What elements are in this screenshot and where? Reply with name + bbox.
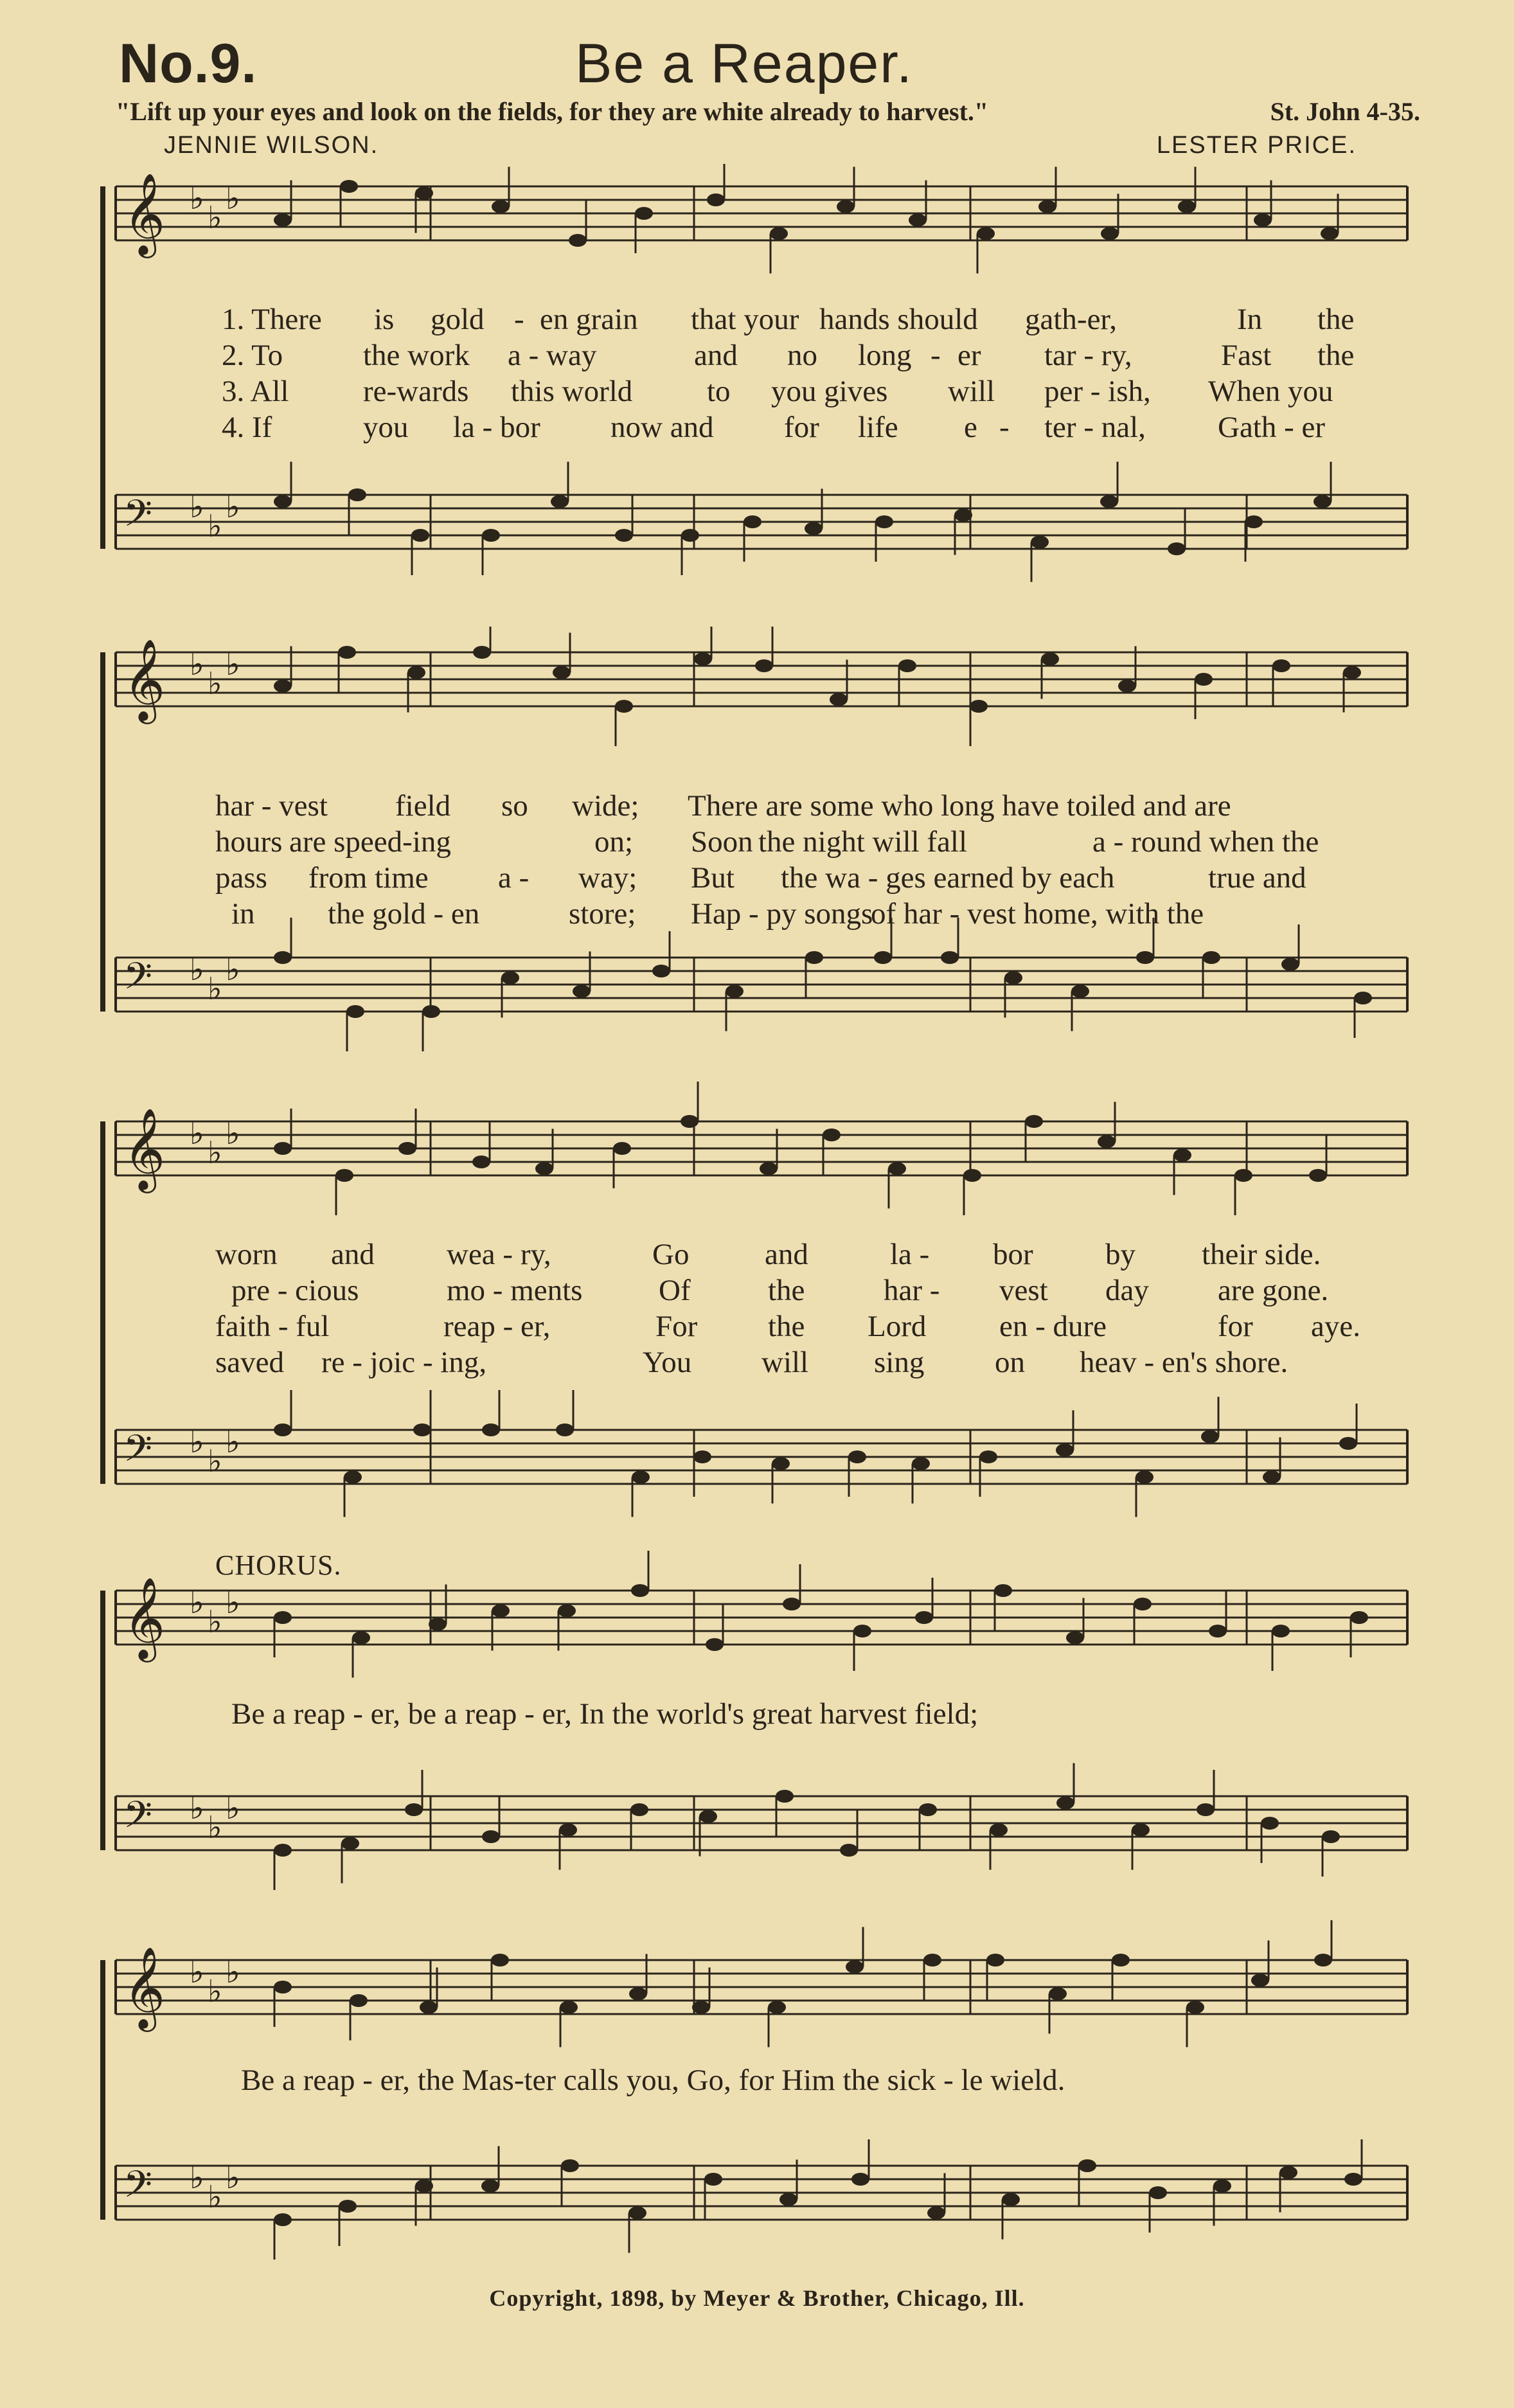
flat-sign-icon: ♭ [190, 1585, 204, 1621]
note-head-icon [482, 1423, 500, 1436]
note-head-icon [1025, 1115, 1043, 1128]
note-head-icon [760, 1163, 778, 1175]
note-head-icon [558, 1605, 576, 1618]
note-head-icon [1038, 201, 1056, 213]
note-head-icon [560, 2001, 578, 2014]
staff-bass-5 [116, 2139, 1407, 2260]
note-head-icon [1272, 1625, 1290, 1637]
verse-4-line: 4. If you la - bor now and for life e - ter - nal, Gath - er [222, 411, 1326, 444]
note-head-icon [1134, 1598, 1152, 1610]
verse-4-line: in the gold - en store; Hap - py songs of har - vest home, with the [231, 897, 1204, 931]
note-head-icon [473, 646, 491, 659]
composer: LESTER PRICE. [1156, 132, 1357, 159]
flat-sign-icon: ♭ [190, 647, 204, 682]
hymn-number: No.9. [119, 33, 258, 94]
flat-sign-icon: ♭ [226, 1116, 240, 1152]
flat-sign-icon: ♭ [208, 1604, 222, 1640]
note-head-icon [569, 234, 587, 247]
music-system-1 [0, 164, 1514, 623]
note-head-icon [274, 951, 292, 964]
note-head-icon [1041, 653, 1059, 666]
note-head-icon [830, 693, 848, 706]
note-head-icon [1339, 1437, 1357, 1450]
note-head-icon [1056, 1797, 1074, 1810]
note-head-icon [1049, 1988, 1067, 2001]
flat-sign-icon: ♭ [208, 971, 222, 1007]
note-head-icon [846, 1961, 864, 1974]
flat-sign-icon: ♭ [226, 1790, 240, 1826]
note-head-icon [837, 201, 855, 213]
note-head-icon [912, 1458, 930, 1470]
flat-sign-icon: ♭ [208, 1135, 222, 1171]
note-head-icon [652, 965, 670, 977]
note-head-icon [1178, 201, 1196, 213]
note-head-icon [344, 1471, 362, 1484]
note-head-icon [1309, 1169, 1327, 1182]
note-head-icon [1101, 227, 1119, 240]
bass-clef-icon: 𝄢 [123, 1427, 153, 1479]
note-head-icon [629, 1988, 647, 2001]
note-head-icon [346, 1005, 364, 1018]
note-head-icon [1344, 2173, 1362, 2186]
verse-3-line: pass from time a - way; But the wa - ges earned by each true and [215, 861, 1306, 895]
flat-sign-icon: ♭ [226, 952, 240, 988]
staff-bass-3 [116, 1390, 1407, 1517]
note-head-icon [1112, 1954, 1130, 1967]
note-head-icon [631, 1584, 649, 1597]
verse-1-line: worn and wea - ry, Go and la - bor by their side. [215, 1238, 1321, 1271]
note-head-icon [274, 1844, 292, 1857]
bass-clef-icon: 𝄢 [123, 954, 153, 1007]
note-head-icon [694, 653, 712, 666]
note-head-icon [1279, 2166, 1297, 2179]
flat-sign-icon: ♭ [226, 2160, 240, 2196]
note-head-icon [898, 659, 916, 672]
note-head-icon [979, 1450, 997, 1463]
scripture-reference: St. John 4-35. [1270, 97, 1420, 126]
note-head-icon [632, 1471, 650, 1484]
note-head-icon [422, 1005, 440, 1018]
staff-bass-2 [116, 918, 1407, 1051]
note-head-icon [1056, 1444, 1074, 1457]
note-head-icon [941, 951, 959, 964]
note-head-icon [1263, 1471, 1281, 1484]
note-head-icon [874, 951, 892, 964]
flat-sign-icon: ♭ [226, 1424, 240, 1460]
note-head-icon [823, 1128, 841, 1141]
chorus-line-1: Be a reap - er, be a reap - er, In the world's great harvest field; [231, 1697, 979, 1731]
flat-sign-icon: ♭ [190, 1954, 204, 1990]
note-head-icon [573, 985, 591, 998]
note-head-icon [923, 1954, 941, 1967]
note-head-icon [707, 193, 725, 206]
music-system-3 [0, 1080, 1514, 1536]
note-head-icon [553, 666, 571, 679]
note-head-icon [341, 1837, 359, 1850]
note-head-icon [274, 2213, 292, 2226]
note-head-icon [853, 1625, 871, 1637]
flat-sign-icon: ♭ [208, 666, 222, 702]
flat-sign-icon: ♭ [208, 1974, 222, 2010]
music-system-4-chorus [0, 1539, 1514, 1902]
verse-3-line: faith - ful reap - er, For the Lord en - dure for aye. [215, 1310, 1360, 1343]
note-head-icon [704, 2173, 722, 2186]
note-head-icon [1350, 1611, 1368, 1624]
note-head-icon [274, 1423, 292, 1436]
flat-sign-icon: ♭ [190, 489, 204, 525]
treble-clef-icon: 𝄞 [123, 638, 166, 720]
note-head-icon [501, 972, 519, 985]
note-head-icon [970, 700, 988, 713]
note-head-icon [352, 1632, 370, 1645]
note-head-icon [429, 1618, 447, 1631]
verse-1-line: har - vest field so wide; There are some who long have toiled and are [215, 789, 1231, 823]
flat-sign-icon: ♭ [208, 1810, 222, 1846]
note-head-icon [840, 1844, 858, 1857]
note-head-icon [628, 2207, 646, 2220]
note-head-icon [481, 2180, 499, 2193]
flat-sign-icon: ♭ [190, 952, 204, 988]
note-head-icon [340, 180, 358, 193]
flat-sign-icon: ♭ [208, 1443, 222, 1479]
note-head-icon [615, 700, 633, 713]
note-head-icon [1197, 1803, 1215, 1816]
note-head-icon [888, 1163, 906, 1175]
note-head-icon [1149, 2186, 1167, 2199]
note-head-icon [1136, 951, 1154, 964]
note-head-icon [1322, 1830, 1340, 1843]
note-head-icon [990, 1824, 1008, 1837]
treble-clef-icon: 𝄞 [123, 172, 166, 254]
note-head-icon [615, 529, 633, 542]
note-head-icon [1168, 542, 1186, 555]
note-head-icon [535, 1163, 553, 1175]
note-head-icon [1261, 1817, 1279, 1830]
note-head-icon [1132, 1824, 1150, 1837]
staff-treble-5 [116, 1920, 1407, 2047]
flat-sign-icon: ♭ [208, 508, 222, 544]
flat-sign-icon: ♭ [226, 489, 240, 525]
verse-2-line: pre - cious mo - ments Of the har - vest day are gone. [231, 1274, 1329, 1307]
treble-clef-icon: 𝄞 [123, 1946, 166, 2028]
note-head-icon [1321, 227, 1339, 240]
note-head-icon [851, 2173, 869, 2186]
note-head-icon [407, 666, 425, 679]
note-head-icon [1272, 659, 1290, 672]
note-head-icon [1078, 2159, 1096, 2172]
note-head-icon [491, 1954, 509, 1967]
note-head-icon [776, 1790, 794, 1803]
chorus-label: CHORUS. [215, 1549, 342, 1581]
flat-sign-icon: ♭ [226, 1954, 240, 1990]
note-head-icon [338, 646, 356, 659]
note-head-icon [805, 522, 823, 535]
note-head-icon [1343, 666, 1361, 679]
flat-sign-icon: ♭ [226, 647, 240, 682]
note-head-icon [994, 1584, 1012, 1597]
note-head-icon [613, 1142, 631, 1155]
note-head-icon [1281, 958, 1299, 971]
note-head-icon [1186, 2001, 1204, 2014]
note-head-icon [783, 1598, 801, 1610]
copyright-notice: Copyright, 1898, by Meyer & Brother, Chicago, Ill. [489, 2285, 1025, 2311]
chorus-lyrics-1 [0, 1697, 1514, 1733]
note-head-icon [919, 1803, 937, 1816]
note-head-icon [492, 1605, 510, 1618]
note-head-icon [339, 2200, 357, 2213]
note-head-icon [398, 1142, 416, 1155]
note-head-icon [848, 1450, 866, 1463]
note-head-icon [630, 1803, 648, 1816]
note-head-icon [1118, 680, 1136, 693]
verse-4-line: saved re - joic - ing, You will sing on heav - en's shore. [215, 1346, 1288, 1379]
note-head-icon [556, 1423, 574, 1436]
note-head-icon [963, 1169, 981, 1182]
note-head-icon [915, 1611, 933, 1624]
note-head-icon [755, 659, 773, 672]
note-head-icon [350, 1994, 368, 2007]
flat-sign-icon: ♭ [226, 181, 240, 217]
note-head-icon [559, 1824, 577, 1837]
note-head-icon [482, 529, 500, 542]
note-head-icon [1066, 1632, 1084, 1645]
note-head-icon [1002, 2193, 1020, 2206]
lyricist: JENNIE WILSON. [164, 132, 379, 159]
flat-sign-icon: ♭ [190, 1424, 204, 1460]
note-head-icon [274, 1981, 292, 1993]
note-head-icon [706, 1638, 724, 1651]
verse-1-line: 1. There is gold - en grain that your hands should gath-er, In the [222, 303, 1355, 336]
note-head-icon [413, 1423, 431, 1436]
note-head-icon [1071, 985, 1089, 998]
verse-lyrics-1 [0, 302, 1514, 446]
note-head-icon [1254, 214, 1272, 227]
note-head-icon [768, 2001, 786, 2014]
note-head-icon [1251, 1974, 1269, 1987]
staff-bass-1 [116, 462, 1407, 582]
flat-sign-icon: ♭ [190, 1116, 204, 1152]
note-head-icon [1098, 1136, 1116, 1148]
note-head-icon [472, 1155, 490, 1168]
bass-clef-icon: 𝄢 [123, 1793, 153, 1846]
note-head-icon [274, 1142, 292, 1155]
note-head-icon [635, 207, 653, 220]
note-head-icon [415, 187, 433, 200]
note-head-icon [482, 1830, 500, 1843]
note-head-icon [1354, 992, 1372, 1004]
note-head-icon [1004, 972, 1022, 985]
note-head-icon [770, 227, 788, 240]
chorus-lyrics-2 [0, 2063, 1514, 2099]
note-head-icon [1031, 536, 1049, 549]
note-head-icon [1195, 673, 1213, 686]
flat-sign-icon: ♭ [226, 1585, 240, 1621]
note-head-icon [1314, 1954, 1332, 1967]
note-head-icon [909, 214, 927, 227]
note-head-icon [1213, 2180, 1231, 2193]
note-head-icon [335, 1169, 353, 1182]
flat-sign-icon: ♭ [208, 200, 222, 236]
note-head-icon [561, 2159, 579, 2172]
note-head-icon [1209, 1625, 1227, 1637]
note-head-icon [274, 1611, 292, 1624]
note-head-icon [772, 1458, 790, 1470]
verse-lyrics-2 [0, 789, 1514, 932]
note-head-icon [681, 1115, 699, 1128]
flat-sign-icon: ♭ [190, 2160, 204, 2196]
flat-sign-icon: ♭ [208, 2179, 222, 2215]
note-head-icon [693, 1450, 711, 1463]
note-head-icon [551, 495, 569, 508]
note-head-icon [1234, 1169, 1252, 1182]
note-head-icon [274, 214, 292, 227]
note-head-icon [274, 680, 292, 693]
note-head-icon [977, 227, 995, 240]
flat-sign-icon: ♭ [190, 1790, 204, 1826]
note-head-icon [927, 2207, 945, 2220]
note-head-icon [726, 985, 744, 998]
note-head-icon [805, 951, 823, 964]
note-head-icon [699, 1810, 717, 1823]
verse-2-line: hours are speed-ing on; Soon the night will fall a - round when the [215, 825, 1319, 859]
note-head-icon [692, 2001, 710, 2014]
treble-clef-icon: 𝄞 [123, 1107, 166, 1190]
note-head-icon [1314, 495, 1331, 508]
note-head-icon [954, 509, 972, 522]
music-system-5-chorus [0, 1905, 1514, 2265]
note-head-icon [1245, 515, 1263, 528]
note-head-icon [744, 515, 761, 528]
chorus-line-2: Be a reap - er, the Mas-ter calls you, Go, for Him the sick - le wield. [241, 2064, 1065, 2097]
verse-2-line: 2. To the work a - way and no long - er tar - ry, Fast the [222, 339, 1355, 372]
note-head-icon [274, 495, 292, 508]
note-head-icon [420, 2001, 438, 2014]
music-system-2 [0, 627, 1514, 1076]
note-head-icon [681, 529, 699, 542]
verse-3-line: 3. All re-wards this world to you gives will per - ish, When you [222, 375, 1333, 408]
staff-bass-4 [116, 1763, 1407, 1891]
treble-clef-icon: 𝄞 [123, 1576, 166, 1659]
note-head-icon [348, 488, 366, 501]
note-head-icon [875, 515, 893, 528]
note-head-icon [492, 201, 510, 213]
staff-treble-1 [116, 164, 1407, 274]
note-head-icon [1201, 1431, 1219, 1443]
note-head-icon [1202, 951, 1220, 964]
scripture-line [116, 96, 1420, 127]
verse-lyrics-3 [0, 1237, 1514, 1381]
note-head-icon [415, 2180, 433, 2193]
note-head-icon [411, 529, 429, 542]
staff-treble-4 [116, 1551, 1407, 1678]
note-head-icon [1100, 495, 1118, 508]
note-head-icon [405, 1803, 423, 1816]
note-head-icon [1173, 1149, 1191, 1162]
staff-treble-2 [116, 627, 1407, 746]
staff-treble-3 [116, 1082, 1407, 1215]
note-head-icon [986, 1954, 1004, 1967]
bass-clef-icon: 𝄢 [123, 492, 153, 544]
bass-clef-icon: 𝄢 [123, 2163, 153, 2215]
scripture-quote: "Lift up your eyes and look on the fields, for they are white already to harvest." [116, 97, 989, 126]
hymn-title: Be a Reaper. [575, 33, 914, 94]
flat-sign-icon: ♭ [190, 181, 204, 217]
note-head-icon [779, 2193, 797, 2206]
note-head-icon [1136, 1471, 1153, 1484]
